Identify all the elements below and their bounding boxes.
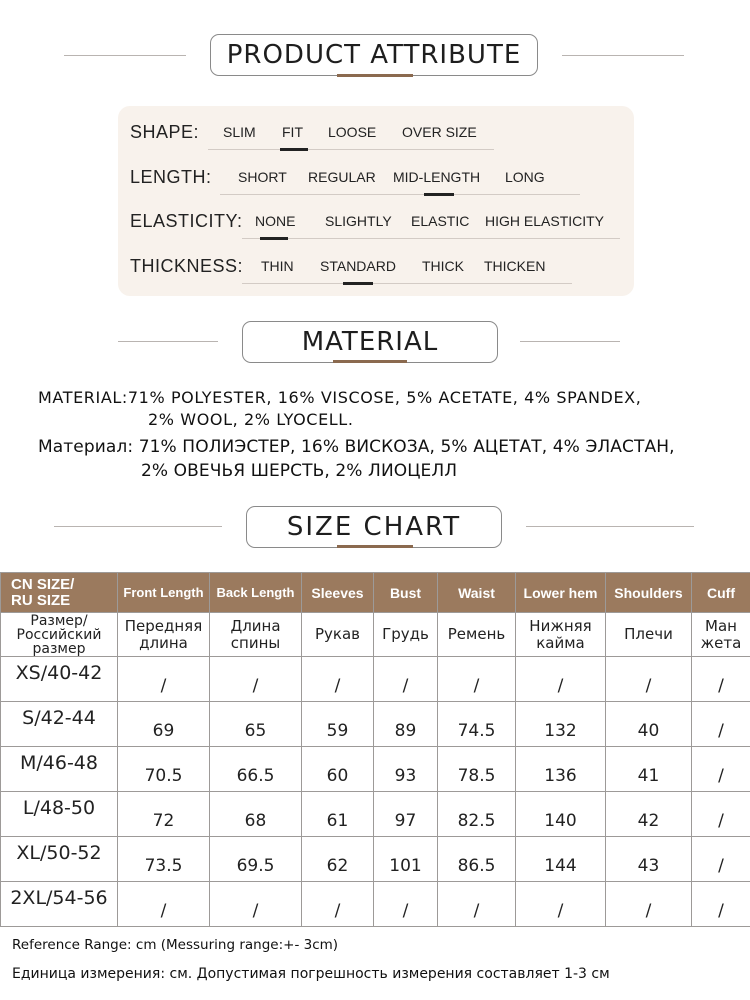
value-cell: 68 [210, 792, 302, 837]
header-text: Ремень [447, 625, 506, 643]
size-cell: M/46-48 [1, 747, 118, 792]
value-cell: 93 [374, 747, 438, 792]
title-accent-bar [337, 545, 413, 548]
attribute-option: HIGH ELASTICITY [485, 213, 605, 229]
header-text: Передняя [124, 616, 203, 635]
value-cell: 101 [374, 837, 438, 882]
value-cell: / [302, 882, 374, 927]
size-cell: L/48-50 [1, 792, 118, 837]
table-row [1, 657, 750, 702]
value-cell: / [118, 882, 210, 927]
header-text: Российский [16, 626, 102, 643]
value-cell: 69.5 [210, 837, 302, 882]
value-cell: / [606, 657, 692, 702]
size-cell: XS/40-42 [1, 657, 118, 702]
section-title-text: MATERIAL [301, 327, 439, 357]
header-cell: Waist [438, 573, 516, 613]
header-cell-size [1, 573, 118, 613]
header-text: RU SIZE [11, 591, 71, 609]
table-row [1, 837, 750, 882]
section-title-material [242, 321, 498, 363]
attribute-option-selected: NONE [255, 213, 296, 229]
attribute-option: LOOSE [328, 124, 377, 140]
value-cell: 69 [118, 702, 210, 747]
divider-line [118, 341, 218, 342]
size-chart-table [0, 572, 750, 927]
attribute-card [118, 106, 634, 296]
attribute-row-thickness [130, 252, 630, 282]
value-cell: 72 [118, 792, 210, 837]
value-cell: 73.5 [118, 837, 210, 882]
header-text: кайма [536, 633, 585, 652]
section-title-attribute [210, 34, 538, 76]
section-title-text: SIZE CHART [286, 512, 462, 542]
value-cell: 89 [374, 702, 438, 747]
value-cell: / [692, 792, 750, 837]
value-cell: / [302, 657, 374, 702]
value-cell: 41 [606, 747, 692, 792]
value-cell: / [210, 657, 302, 702]
reference-range-en: Reference Range: cm (Messuring range:+- 3cm) [12, 937, 339, 953]
value-cell: / [692, 747, 750, 792]
material-ru-line1 [38, 437, 675, 457]
table-row [1, 792, 750, 837]
value-cell: 61 [302, 792, 374, 837]
selected-marker [280, 148, 308, 151]
table-row [1, 702, 750, 747]
value-cell: 136 [516, 747, 606, 792]
section-title-size [246, 506, 502, 548]
value-cell: 78.5 [438, 747, 516, 792]
header-cell: Shoulders [606, 573, 692, 613]
attribute-option: OVER SIZE [402, 124, 477, 140]
header-cell: Sleeves [302, 573, 374, 613]
value-cell: / [692, 837, 750, 882]
attribute-option: THICK [422, 258, 464, 274]
reference-range-ru: Единица измерения: см. Допустимая погрешность измерения составляет 1-3 см [12, 966, 610, 982]
value-cell: / [210, 882, 302, 927]
size-cell: 2XL/54-56 [1, 882, 118, 927]
title-accent-bar [337, 74, 413, 77]
header-text: Рукав [314, 625, 360, 643]
header-cell: Cuff [692, 573, 750, 613]
value-cell: 97 [374, 792, 438, 837]
header-text: жета [700, 633, 742, 652]
value-cell: / [606, 882, 692, 927]
attribute-option-selected: FIT [282, 124, 303, 140]
divider-line [520, 341, 620, 342]
divider-line [64, 55, 186, 56]
material-ru-line2: 2% ОВЕЧЬЯ ШЕРСТЬ, 2% ЛИОЦЕЛЛ [141, 461, 458, 481]
value-cell: / [438, 657, 516, 702]
header-ru-cell [606, 613, 692, 657]
value-cell: 65 [210, 702, 302, 747]
header-text: Грудь [382, 625, 429, 643]
header-text: Нижняя [529, 616, 592, 635]
title-accent-bar [333, 360, 407, 363]
attribute-row-elasticity [130, 207, 630, 237]
value-cell: 86.5 [438, 837, 516, 882]
selected-marker [343, 282, 373, 285]
attribute-option: THICKEN [484, 258, 546, 274]
table-row [1, 882, 750, 927]
attribute-row-shape [130, 118, 630, 148]
header-ru-cell [210, 613, 302, 657]
value-cell: / [438, 882, 516, 927]
attribute-rule [242, 238, 620, 239]
header-text: спины [230, 633, 281, 652]
attribute-option: SLIM [223, 124, 256, 140]
header-cell: Back Length [210, 573, 302, 613]
value-cell: / [516, 882, 606, 927]
header-ru-cell [438, 613, 516, 657]
value-cell: 62 [302, 837, 374, 882]
attribute-label: THICKNESS: [130, 256, 244, 276]
header-ru-cell [516, 613, 606, 657]
selected-marker [424, 193, 454, 196]
value-cell: 59 [302, 702, 374, 747]
value-cell: / [374, 657, 438, 702]
attribute-option: LONG [505, 169, 545, 185]
attribute-rule [220, 194, 580, 195]
material-ru-text: 71% ПОЛИЭСТЕР, 16% ВИСКОЗА, 5% АЦЕТАТ, 4% ЭЛАСТАН, [138, 437, 675, 457]
header-ru-cell [692, 613, 750, 657]
value-cell: / [692, 657, 750, 702]
size-cell: S/42-44 [1, 702, 118, 747]
header-cell: Front Length [118, 573, 210, 613]
attribute-label: ELASTICITY: [130, 211, 243, 231]
table-row [1, 747, 750, 792]
value-cell: / [692, 702, 750, 747]
value-cell: 140 [516, 792, 606, 837]
header-text: Плечи [624, 625, 673, 643]
value-cell: 43 [606, 837, 692, 882]
header-text: CN SIZE/ [11, 575, 75, 593]
value-cell: / [374, 882, 438, 927]
header-ru-cell [302, 613, 374, 657]
header-text: длина [139, 633, 188, 652]
attribute-option: ELASTIC [411, 213, 470, 229]
material-en-text: 71% POLYESTER, 16% VISCOSE, 5% ACETATE, 4% SPANDEX, [127, 388, 642, 407]
table-header-en [1, 573, 750, 613]
value-cell: 74.5 [438, 702, 516, 747]
attribute-option-selected: STANDARD [320, 258, 396, 274]
material-en-label: MATERIAL: [38, 388, 128, 407]
selected-marker [260, 237, 288, 240]
header-text: размер [32, 640, 86, 657]
size-cell: XL/50-52 [1, 837, 118, 882]
table-header-ru [1, 613, 750, 657]
header-ru-cell [118, 613, 210, 657]
divider-line [526, 526, 694, 527]
value-cell: / [118, 657, 210, 702]
header-ru-size [1, 613, 118, 657]
attribute-label: SHAPE: [130, 122, 200, 142]
material-ru-label: Материал: [38, 437, 134, 457]
attribute-rule [208, 149, 494, 150]
value-cell: 132 [516, 702, 606, 747]
header-cell: Bust [374, 573, 438, 613]
header-text: Длина [230, 616, 281, 635]
value-cell: 82.5 [438, 792, 516, 837]
value-cell: 40 [606, 702, 692, 747]
attribute-option: SHORT [238, 169, 287, 185]
value-cell: 70.5 [118, 747, 210, 792]
attribute-option: THIN [261, 258, 294, 274]
header-text: Ман [705, 616, 737, 635]
attribute-option: SLIGHTLY [325, 213, 392, 229]
header-cell: Lower hem [516, 573, 606, 613]
value-cell: / [516, 657, 606, 702]
attribute-option: REGULAR [308, 169, 376, 185]
material-en-line1 [38, 388, 641, 407]
divider-line [562, 55, 684, 56]
divider-line [54, 526, 222, 527]
value-cell: 144 [516, 837, 606, 882]
attribute-label: LENGTH: [130, 167, 212, 187]
value-cell: 66.5 [210, 747, 302, 792]
attribute-option-selected: MID-LENGTH [393, 169, 481, 185]
value-cell: / [692, 882, 750, 927]
value-cell: 42 [606, 792, 692, 837]
material-en-line2: 2% WOOL, 2% LYOCELL. [148, 410, 354, 429]
header-ru-cell [374, 613, 438, 657]
attribute-rule [242, 283, 572, 284]
attribute-row-length [130, 163, 630, 193]
section-title-text: PRODUCT ATTRIBUTE [226, 40, 522, 70]
value-cell: 60 [302, 747, 374, 792]
header-text: Размер/ [30, 612, 88, 629]
